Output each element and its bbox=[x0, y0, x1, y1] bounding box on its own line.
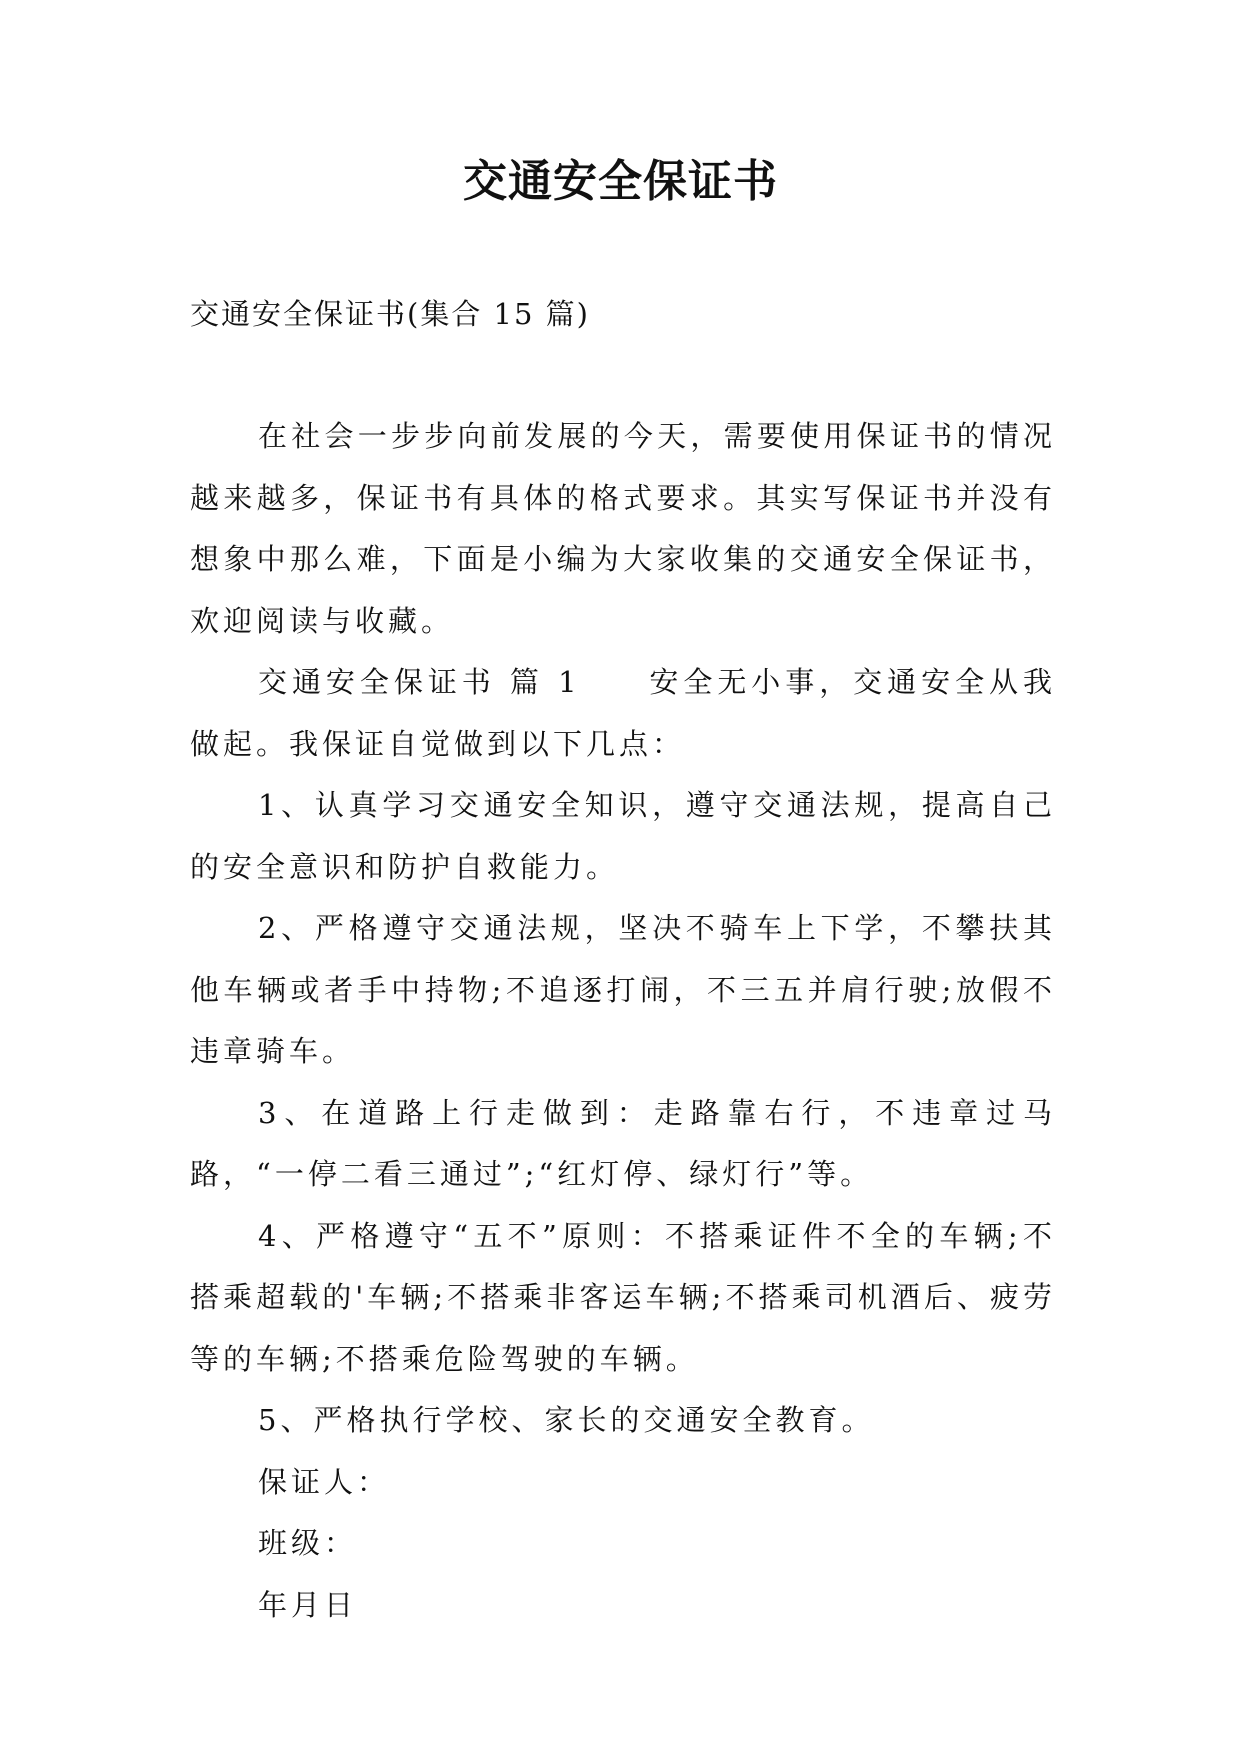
item-1-paragraph: 1、认真学习交通安全知识，遵守交通法规，提高自己的安全意识和防护自救能力。 bbox=[190, 788, 1056, 884]
document-title: 交通安全保证书 bbox=[463, 156, 778, 207]
document-subtitle: 交通安全保证书(集合 15 篇) bbox=[190, 297, 590, 331]
section-heading-paragraph: 交通安全保证书 篇 1 安全无小事，交通安全从我做起。我保证自觉做到以下几点： bbox=[190, 665, 1056, 761]
intro-paragraph: 在社会一步步向前发展的今天，需要使用保证书的情况越来越多，保证书有具体的格式要求。其实写保证书并没有想象中那么难，下面是小编为大家收集的交通安全保证书，欢迎阅读与收藏。 bbox=[190, 419, 1056, 638]
class-label: 班级： bbox=[258, 1526, 358, 1560]
date-label: 年月日 bbox=[258, 1587, 358, 1622]
item-2-paragraph: 2、严格遵守交通法规，坚决不骑车上下学，不攀扶其他车辆或者手中持物;不追逐打闹，不三五并肩行驶;放假不违章骑车。 bbox=[190, 911, 1056, 1068]
item-5-paragraph: 5、严格执行学校、家长的交通安全教育。 bbox=[258, 1403, 875, 1437]
item-4-paragraph: 4、严格遵守“五不”原则：不搭乘证件不全的车辆;不搭乘超载的'车辆;不搭乘非客运车辆;不搭乘司机酒后、疲劳等的车辆;不搭乘危险驾驶的车辆。 bbox=[190, 1218, 1056, 1376]
document-body bbox=[190, 406, 1056, 1636]
guarantor-label: 保证人： bbox=[258, 1464, 391, 1499]
item-3-paragraph: 3、在道路上行走做到：走路靠右行，不违章过马路，“一停二看三通过”;“红灯停、绿灯行”等。 bbox=[190, 1095, 1056, 1191]
